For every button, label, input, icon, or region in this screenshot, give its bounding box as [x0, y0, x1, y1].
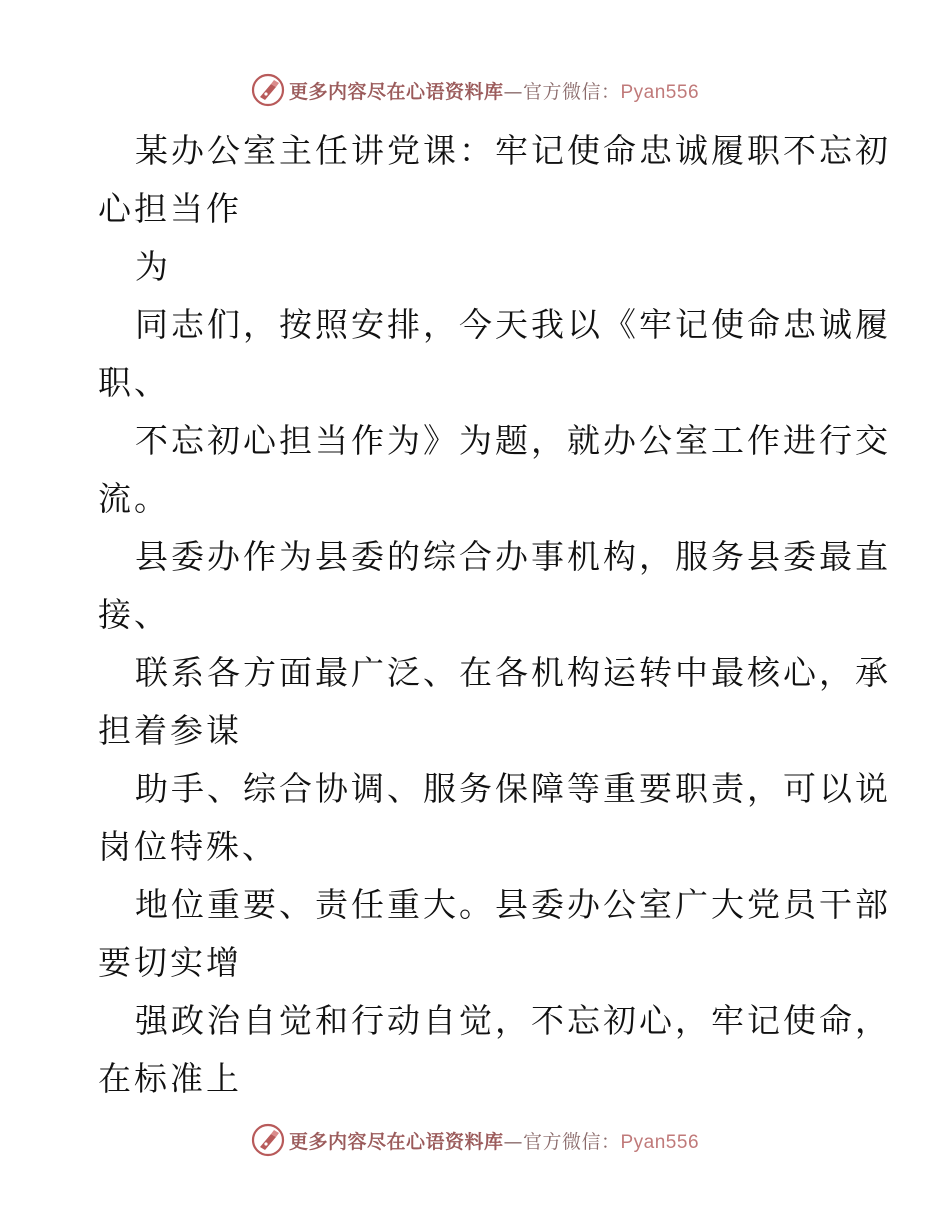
document-line: 接、: [98, 595, 170, 634]
watermark-text: [289, 1127, 699, 1154]
pen-nib-logo-icon: [251, 1123, 285, 1157]
document-line: 县委办作为县委的综合办事机构，服务县委最直: [135, 537, 891, 576]
watermark-site-text: 更多内容尽在心语资料库: [288, 1130, 504, 1153]
document-line: 流。: [98, 479, 170, 518]
footer-watermark-banner: [0, 1120, 950, 1160]
document-line: 担着参谋: [98, 711, 242, 750]
document-line: 为: [135, 247, 171, 286]
document-line: 不忘初心担当作为》为题，就办公室工作进行交: [135, 421, 891, 460]
document-line: 同志们，按照安排，今天我以《牢记使命忠诚履: [135, 305, 891, 344]
watermark-wechat-label: 官方微信：: [522, 80, 621, 103]
document-line: 强政治自觉和行动自觉，不忘初心，牢记使命，: [135, 1001, 891, 1040]
document-line: 要切实增: [98, 943, 242, 982]
document-line: 职、: [98, 363, 170, 402]
document-line: 某办公室主任讲党课：牢记使命忠诚履职不忘初: [135, 131, 891, 170]
document-line: 岗位特殊、: [98, 827, 278, 866]
document-line: 助手、综合协调、服务保障等重要职责，可以说: [135, 769, 891, 808]
watermark-site-text: 更多内容尽在心语资料库: [288, 80, 504, 103]
document-line: 地位重要、责任重大。县委办公室广大党员干部: [135, 885, 891, 924]
watermark-wechat-id: Pyan556: [620, 81, 700, 103]
pen-nib-logo-icon: [251, 73, 285, 107]
watermark-dash: —: [503, 80, 523, 103]
watermark-wechat-id: Pyan556: [620, 1131, 700, 1153]
watermark-wechat-label: 官方微信：: [522, 1130, 621, 1153]
header-watermark-banner: [0, 70, 950, 110]
document-line: 在标准上: [98, 1059, 242, 1098]
document-body: [98, 122, 891, 1108]
watermark-text: [289, 77, 699, 104]
document-line: 联系各方面最广泛、在各机构运转中最核心，承: [135, 653, 891, 692]
watermark-dash: —: [503, 1130, 523, 1153]
document-line: 心担当作: [98, 189, 242, 228]
